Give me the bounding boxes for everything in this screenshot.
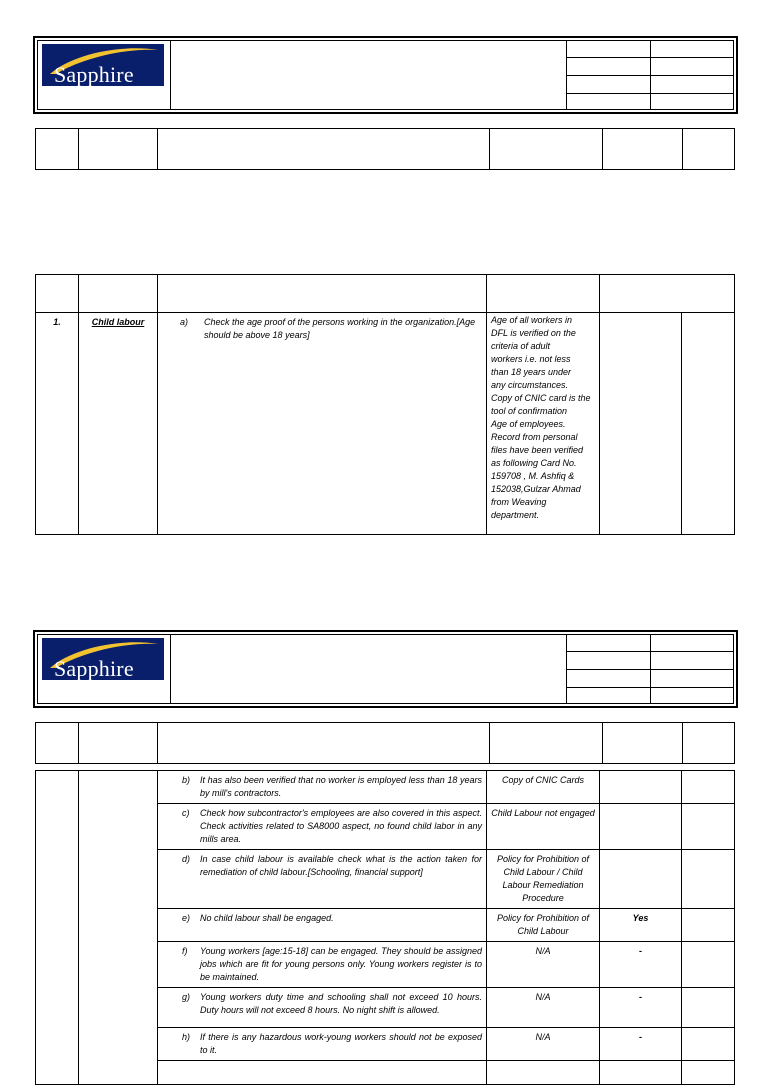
page2-column-header (35, 722, 735, 764)
page1-header-row-line (566, 93, 734, 94)
serial-number: 1. (53, 317, 61, 327)
table-row: d) In case child labour is available check what is the action taken for remediation of child labour.[Schooling, financial support] Policy for Prohibition of Child Labour / Child Labour Remediation Procedure (36, 850, 735, 909)
topic-child-labour: Child labour (91, 317, 145, 327)
page2-audit-table (35, 770, 735, 1085)
page2-header-row-line (566, 669, 734, 670)
page1-header-row-line (566, 75, 734, 76)
serial-cell (36, 313, 79, 535)
table-row: c) Check how subcontractor's employees are also covered in this aspect. Check activities related to SA8000 aspect, no found child labor in any mills area. Child Labour not engaged (36, 804, 735, 850)
item-letter: a) (180, 317, 189, 327)
table-row: e) No child labour shall be engaged. Policy for Prohibition of Child Labour Yes (36, 909, 735, 942)
page1-audit-table (35, 274, 735, 535)
table-row: h) If there is any hazardous work-young workers should not be exposed to it. N/A - (36, 1028, 735, 1061)
page1-header-row-line (566, 57, 734, 58)
requirement-cell (158, 313, 487, 535)
logo-text: Sapphire (54, 62, 134, 86)
table-row: b) It has also been verified that no worker is employed less than 18 years by mill's contractors. Copy of CNIC Cards (36, 771, 735, 804)
logo-text: Sapphire (54, 656, 134, 680)
topic-cell (79, 313, 158, 535)
page2-header-row-line (566, 651, 734, 652)
sapphire-logo (42, 44, 164, 86)
evidence-cell (487, 313, 600, 535)
page1-header-divider-left (170, 40, 171, 110)
page2-header-row-line (566, 687, 734, 688)
table-row: f) Young workers [age:15-18] can be engaged. They should be assigned jobs which are fit for young persons only. Young workers register is to be maintained. N/A - (36, 942, 735, 988)
evidence-text: Age of all workers in DFL is verified on the criteria of adult workers i.e. not less than 18 years under any circumstances. Copy of CNIC card is the tool of confirmation Age of employees. Record from personal files have been verified as following Card No. 159708 , M. Ashfiq & 152038,Gulzar Ahmad from Weaving department. (491, 315, 591, 520)
page1-column-header (35, 128, 735, 170)
sapphire-logo (42, 638, 164, 680)
requirement-item (162, 316, 482, 342)
table-row: g) Young workers duty time and schooling shall not exceed 10 hours. Duty hours will not exceed 8 hours. No night shift is allowed. N/A - (36, 988, 735, 1028)
page2-header-divider-left (170, 634, 171, 704)
item-text: Check the age proof of the persons working in the organization.[Age should be above 18 years] (204, 317, 476, 340)
